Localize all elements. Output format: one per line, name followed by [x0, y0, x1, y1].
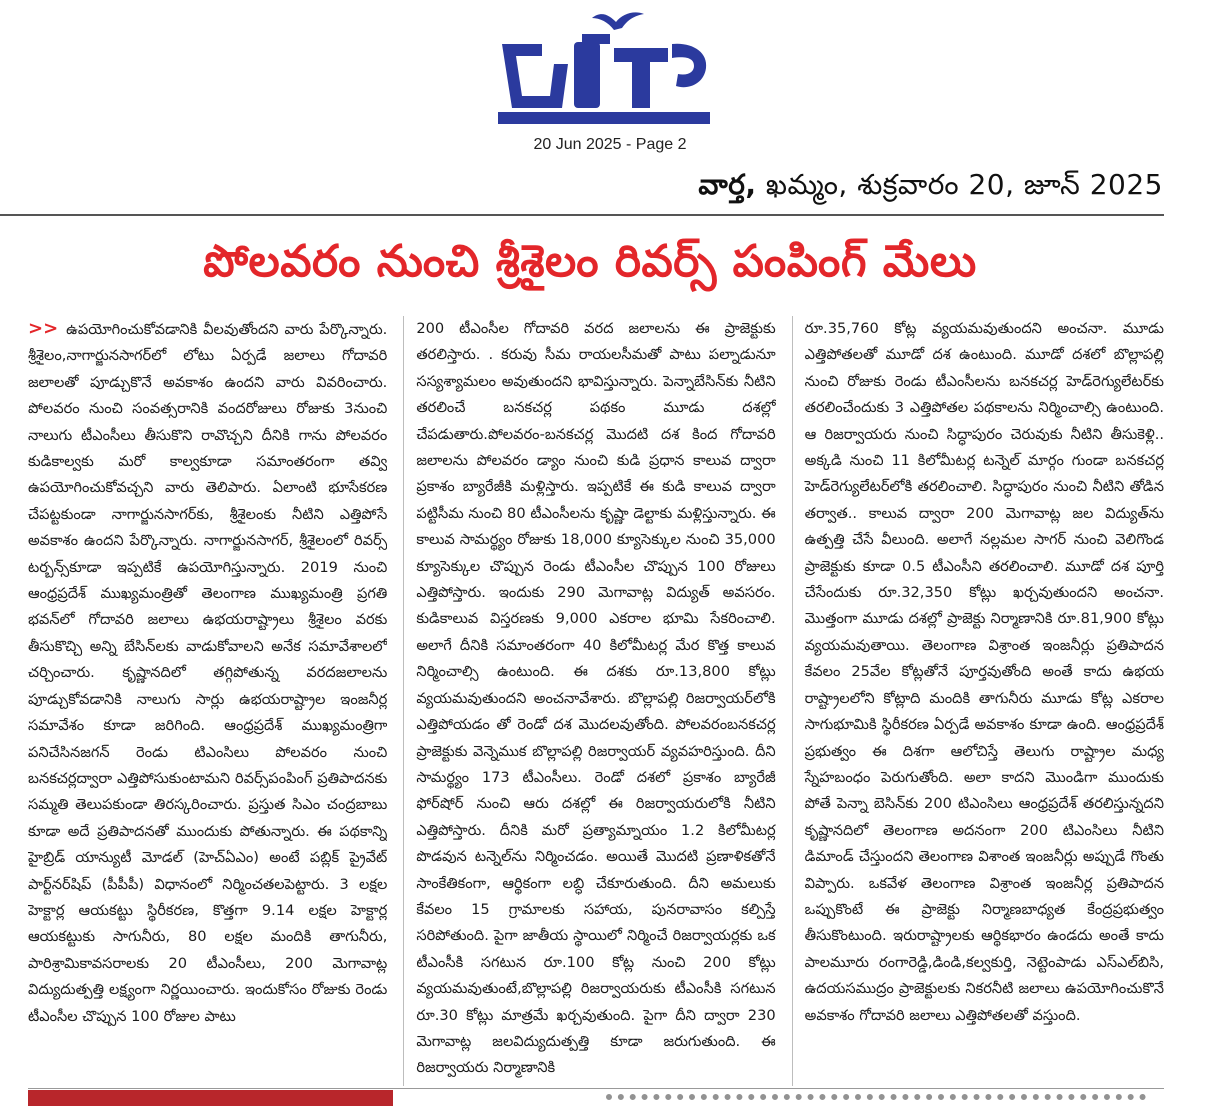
article-body [28, 316, 1164, 1086]
article-column-1 [28, 316, 387, 1086]
next-article-banner [28, 1090, 393, 1106]
column-1-text: ఉపయోగించుకోవడానికి వీలవుతోందని వారు పేర్కొన్నారు. శ్రీశైలం,నాగార్జునసాగర్‌లో లోటు ఏర్పడే జలాలు గోదావరి జలాలతో పూడ్చుకొనే అవకాశం ఉందని వారు వివరించారు. పోలవరం నుంచి సంవత్సరానికి వందరోజులు రోజుకు 3నుంచి నాలుగు టీఎంసీలు తీసుకొని రావొచ్చని దీనికి గాను పోలవరం కుడికాల్వకు మరో కాల్వకూడా సమాంతరంగా తవ్వి ఉపయోగించుకోవచ్చని వారు తెలిపారు. ఏలాంటి భూసేకరణ చేపట్టకుండా నాగార్జునసాగర్‌కు, శ్రీశైలంకు నీటిని ఎత్తిపోసే అవకాశం ఉందని పేర్కొన్నారు. నాగార్జునసాగర్, శ్రీశైలంలో రివర్స్ టర్బన్స్‌కూడా ఇప్పటికే ఉపయోగిస్తున్నారు. 2019 నుంచి ఆంధ్రప్రదేశ్ ముఖ్యమంత్రితో తెలంగాణ ముఖ్యమంత్రి ప్రగతి భవన్‌లో గోదావరి జలాలు ఉభయరాష్ట్రాలు శ్రీశైలం వరకు తీసుకొచ్చి అన్ని బేసిన్‌లకు వాడుకోవాలని అనేక సమావేశాలలో చర్చించారు. కృష్ణానదిలో తగ్గిపోతున్న వరదజలాలను పూడ్చుకోవడానికి నాలుగు సార్లు ఉభయరాష్ట్రాల ఇంజనీర్ల సమావేశం కూడా జరిగింది. ఆంధ్రప్రదేశ్ ముఖ్యమంత్రిగా పనిచేసినజగన్ రెండు టిఎంసిలు పోలవరం నుంచి బనకచర్లద్వారా ఎత్తిపోసుకుంటామని రివర్స్‌పంపింగ్ ప్రతిపాదనకు సమ్మతి తెలుపకుండా తిరస్కరించారు. ప్రస్తుత సిఎం చంద్రబాబు కూడా అదే ప్రతిపాదనతో ముందుకు పోతున్నారు. ఈ పథకాన్ని హైబ్రిడ్ యాన్యుటీ మోడల్ (హెచ్ఏఎం) అంటే పబ్లిక్ ప్రైవేట్ పార్ట్‌నర్‌షిప్ (పీపీపీ) విధానంలో నిర్మించతలపెట్టారు. 3 లక్షల హెక్టార్ల ఆయకట్టు స్థిరీకరణ, కొత్తగా 9.14 లక్షల హెక్టార్ల ఆయకట్టుకు సాగునీరు, 80 లక్షల మందికి తాగునీరు, పారిశ్రామికావసరాలకు 20 టీఎంసీలు, 200 మెగావాట్ల విద్యుదుత్పత్తి లక్ష్యంగా నిర్ణయించారు. ఇందుకోసం రోజుకు రెండు టీఎంసీల చొప్పున 100 రోజుల పాటు [28, 321, 388, 1025]
next-article-cutoff-text [606, 1094, 1146, 1112]
lead-marker: >> [28, 318, 59, 339]
dateline-place-date: ఖమ్మం, శుక్రవారం 20, జూన్ 2025 [756, 168, 1163, 201]
edition-date: 20 Jun 2025 - Page 2 [533, 136, 687, 153]
header-rule [0, 214, 1164, 216]
varta-logo-graphic [492, 4, 728, 132]
masthead [0, 0, 1221, 201]
column-2-text: 200 టీఎంసీల గోదావరి వరద జలాలను ఈ ప్రాజెక్టుకు తరలిస్తారు. . కరువు సీమ రాయలసీమతో పాటు పల్నాడునూ సస్యశ్యామలం అవుతుందని భావిస్తున్నారు. పెన్నాబేసిన్‌కు నీటిని తరలించే బనకచర్ల పథకం మూడు దశల్లో చేపడుతారు.పోలవరం-బనకచర్ల మొదటి దశ కింద గోదావరి జలాలను పోలవరం డ్యాం నుంచి కుడి ప్రధాన కాలువ ద్వారా ప్రకాశం బ్యారేజీకి మళ్లిస్తారు. ఇప్పటికే ఈ కుడి కాలువ ద్వారా పట్టిసీమ నుంచి 80 టీఎంసీలను కృష్ణా డెల్టాకు మళ్లిస్తున్నారు. ఈ కాలువ సామర్థ్యం రోజుకు 18,000 క్యూసెక్కుల నుంచి 35,000 క్యూసెక్కుల చొప్పున రెండు టీఎంసీల చొప్పున 100 రోజులు ఎత్తిపోస్తారు. ఇందుకు 290 మెగావాట్ల విద్యుత్ అవసరం. కుడికాలువ విస్తరణకు 9,000 ఎకరాల భూమి సేకరించాలి. అలాగే దీనికి సమాంతరంగా 40 కిలోమీటర్ల మేర కొత్త కాలువ నిర్మించాల్సి ఉంటుంది. ఈ దశకు రూ.13,800 కోట్లు వ్యయమవుతుందని అంచనావేశారు. బొల్లాపల్లి రిజర్వాయర్‌లోకి ఎత్తిపోయడం తో రెండో దశ మొదలవుతోంది. పోలవరంబనకచర్ల ప్రాజెక్టుకు వెన్నెముక బొల్లాపల్లి రిజర్వాయర్ వ్యవహరిస్తుంది. దీని సామర్థ్యం 173 టీఎంసీలు. రెండో దశలో ప్రకాశం బ్యారేజీ ఫోర్‌షోర్ నుంచి ఆరు దశల్లో ఈ రిజర్వాయరులోకి నీటిని ఎత్తిపోస్తారు. దీనికి మరో ప్రత్యామ్నాయం 1.2 కిలోమీటర్ల పొడవున టన్నెల్‌ను నిర్మించడం. అయితే మొదటి ప్రణాళికతోనే సాంకేతికంగా, ఆర్థికంగా లబ్ధి చేకూరుతుంది. దీని అమలుకు కేవలం 15 గ్రామాలకు సహాయ, పునరావాసం కల్పిస్తే సరిపోతుంది. పైగా జాతీయ స్థాయిలో నిర్మించే రిజర్వాయర్లకు ఒక టీఎంసీకి సగటున రూ.100 కోట్ల నుంచి 200 కోట్లు వ్యయమవుతుంటే,బొల్లాపల్లి రిజర్వాయరుకు టీఎంసీకి సగటున రూ.30 కోట్లు మాత్రమే ఖర్చవుతుంది. పైగా దీని ద్వారా 230 మెగావాట్ల జలవిద్యుదుత్పత్తి కూడా జరుగుతుంది. ఈ రిజర్వాయరు నిర్మాణానికి [416, 320, 776, 1077]
dateline-paper-name: వార్త, [698, 168, 757, 201]
dateline [698, 168, 1163, 208]
article-column-2 [403, 316, 775, 1086]
varta-logo [492, 4, 728, 132]
article-headline: పోలవరం నుంచి శ్రీశైలం రివర్స్ పంపింగ్ మేలు [203, 236, 977, 287]
article-column-3 [792, 316, 1164, 1086]
footer-rule [28, 1088, 1164, 1089]
column-3-text: రూ.35,760 కోట్ల వ్యయమవుతుందని అంచనా. మూడు ఎత్తిపోతలతో మూడో దశ ఉంటుంది. మూడో దశలో బొల్లాపల్లి నుంచి రోజుకు రెండు టీఎంసీలను బనకచర్ల హెడ్‌రెగ్యులేటర్‌కు తరలించేందుకు 3 ఎత్తిపోతల పథకాలను నిర్మించాల్సి ఉంటుంది. ఆ రిజర్వాయరు నుంచి సిద్ధాపురం చెరువుకు నీటిని తీసుకెళ్లి.. అక్కడి నుంచి 11 కిలోమీటర్ల టన్నెల్ మార్గం గుండా బనకచర్ల హెడ్‌రెగ్యులేటర్‌లోకి తరలించాలి. సిద్ధాపురం నుంచి నీటిని తోడిన తర్వాత.. కాలువ ద్వారా 200 మెగావాట్ల జల విద్యుత్‌ను ఉత్పత్తి చేసే వీలుంది. అలాగే నల్లమల సాగర్ నుంచి వెలిగొండ ప్రాజెక్టుకు కూడా 0.5 టీఎంసీని తరలించాలి. మూడో దశ పూర్తి చేసేందుకు రూ.32,350 కోట్లు ఖర్చవుతుందని అంచనా. మొత్తంగా మూడు దశల్లో ప్రాజెక్టు నిర్మాణానికి రూ.81,900 కోట్లు వ్యయమవుతాయి. తెలంగాణ విశ్రాంత ఇంజనీర్లు ప్రతిపాదన కేవలం 25వేల కోట్లతోనే పూర్తవుతోంది అంతే కాదు ఉభయ రాష్ట్రాలలోని కోట్లాది మందికి తాగునీరు మూడు కోట్ల ఎకరాల సాగుభూమికి స్థిరీకరణ ఏర్పడే అవకాశం కూడా ఉంది. ఆంధ్రప్రదేశ్ ప్రభుత్వం ఈ దిశగా ఆలోచిస్తే తెలుగు రాష్ట్రాల మధ్య స్నేహబంధం పెరుగుతోంది. అలా కాదని మొండిగా ముందుకు పోతే పెన్నా బెసిన్‌కు 200 టిఎంసిలు ఆంధ్రప్రదేశ్ తరలిస్తున్నదని కృష్ణానదిలో తెలంగాణ అదనంగా 200 టిఎంసిలు నీటిని డిమాండ్ చేస్తుందని తెలంగాణ విశాంత ఇంజనీర్లు అప్పుడే గొంతు విప్పారు. ఒకవేళ తెలంగాణ విశ్రాంత ఇంజనీర్ల ప్రతిపాదన ఒప్పుకొంటే ఈ ప్రాజెక్టు నిర్మాణబాధ్యత కేంద్రప్రభుత్వం తీసుకొంటుంది. ఇరురాష్ట్రాలకు ఆర్థికభారం ఉండదు అంతే కాదు పాలమూరు రంగారెడ్డి,డిండి,కల్వకుర్తి, నెట్టెంపాడు ఎస్ఎల్‌బిసి, ఉదయసముద్రం ప్రాజెక్టులకు నికరనీటి జలాలు ఉపయోగించుకొనే అవకాశం గోదావరి జలాలు ఎత్తిపోతలతో వస్తుంది. [804, 320, 1164, 1024]
